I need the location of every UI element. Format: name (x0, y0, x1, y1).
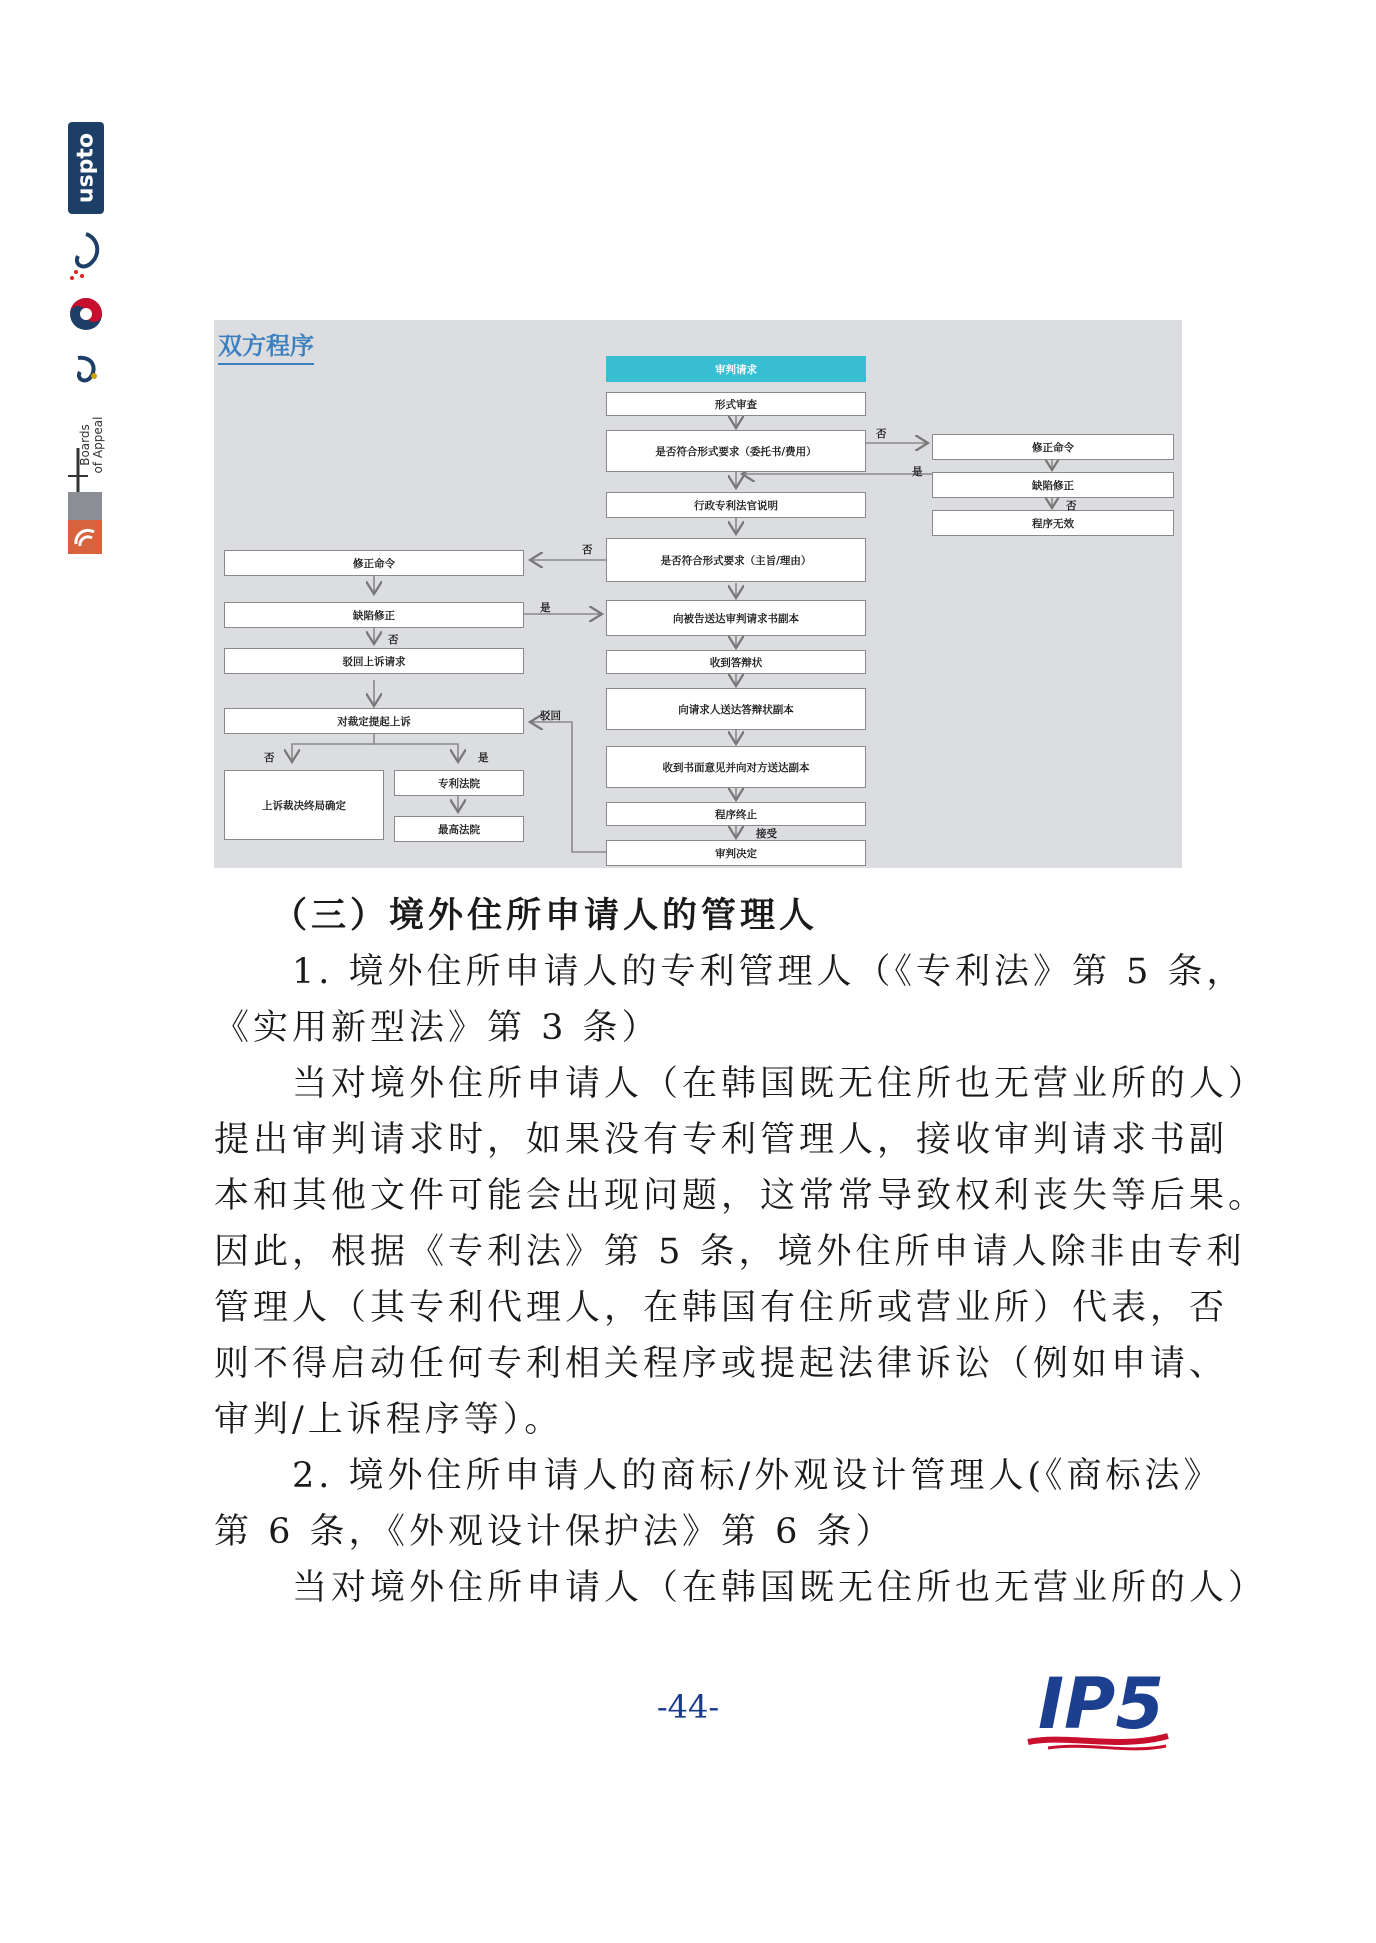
node-right-invalid: 程序无效 (932, 510, 1174, 536)
node-left-supreme-court: 最高法院 (394, 816, 524, 842)
body-line-4: 提出审判请求时，如果没有专利管理人，接收审判请求书副 (214, 1120, 1229, 1160)
node-left-defect-fix: 缺陷修正 (224, 602, 524, 628)
label-no-4: 否 (388, 634, 399, 646)
body-line-11: 第 6 条，《外观设计保护法》第 6 条） (214, 1512, 895, 1552)
body-line-2: 《实用新型法》第 3 条） (214, 1008, 661, 1048)
boards-of-appeal-logo: Boards of Appeal (78, 416, 105, 474)
section-heading: （三）境外住所申请人的管理人 (272, 895, 819, 936)
flowchart-title: 双方程序 (218, 326, 314, 365)
label-reject: 驳回 (540, 710, 561, 722)
node-check-formality-1: 是否符合形式要求（委托书/费用） (606, 430, 866, 472)
svg-text:IP5: IP5 (1038, 1663, 1165, 1745)
body-line-10: 2. 境外住所申请人的商标/外观设计管理人(《商标法》 (214, 1456, 1223, 1496)
body-line-1: 1. 境外住所申请人的专利管理人（《专利法》第 5 条， (214, 952, 1246, 992)
node-serve-answer-requester: 向请求人送达答辩状副本 (606, 688, 866, 730)
ip5-logo (1018, 1650, 1178, 1760)
label-yes-2: 是 (540, 602, 551, 614)
node-check-formality-2: 是否符合形式要求（主旨/理由） (606, 538, 866, 582)
node-serve-copy-defendant: 向被告送达审判请求书副本 (606, 600, 866, 636)
node-left-appeal-ruling: 对裁定提起上诉 (224, 708, 524, 734)
node-left-correction-order: 修正命令 (224, 550, 524, 576)
node-left-patent-court: 专利法院 (394, 770, 524, 796)
body-line-7: 管理人（其专利代理人，在韩国有住所或营业所）代表，否 (214, 1288, 1229, 1328)
node-written-opinions: 收到书面意见并向对方送达副本 (606, 746, 866, 788)
node-receive-answer: 收到答辩状 (606, 650, 866, 674)
uspto-logo: uspto (68, 122, 104, 214)
body-line-5: 本和其他文件可能会出现问题，这常常导致权利丧失等后果。 (214, 1176, 1268, 1216)
label-no-1: 否 (876, 428, 887, 440)
node-right-defect-fix: 缺陷修正 (932, 472, 1174, 498)
node-trial-request: 审判请求 (606, 356, 866, 382)
node-trial-decision: 审判决定 (606, 840, 866, 866)
label-accept: 接受 (756, 828, 777, 840)
node-judge-explanation: 行政专利法官说明 (606, 492, 866, 518)
node-formality-exam: 形式审查 (606, 392, 866, 416)
label-no-2: 否 (1066, 500, 1077, 512)
body-line-3: 当对境外住所申请人（在韩国既无住所也无营业所的人） (214, 1064, 1268, 1104)
label-yes-3: 是 (478, 752, 489, 764)
label-yes-1: 是 (912, 466, 923, 478)
node-right-correction-order: 修正命令 (932, 434, 1174, 460)
body-line-8: 则不得启动任何专利相关程序或提起法律诉讼（例如申请、 (214, 1344, 1229, 1384)
page-number: -44- (656, 1688, 720, 1726)
body-line-6: 因此，根据《专利法》第 5 条，境外住所申请人除非由专利 (214, 1232, 1246, 1272)
label-no-3: 否 (582, 544, 593, 556)
node-left-reject-appeal: 驳回上诉请求 (224, 648, 524, 674)
body-line-12: 当对境外住所申请人（在韩国既无住所也无营业所的人） (214, 1568, 1268, 1608)
label-no-5: 否 (264, 752, 275, 764)
node-procedure-end: 程序终止 (606, 802, 866, 826)
node-left-final: 上诉裁决终局确定 (224, 770, 384, 840)
body-line-9: 审判/上诉程序等）。 (214, 1400, 564, 1440)
